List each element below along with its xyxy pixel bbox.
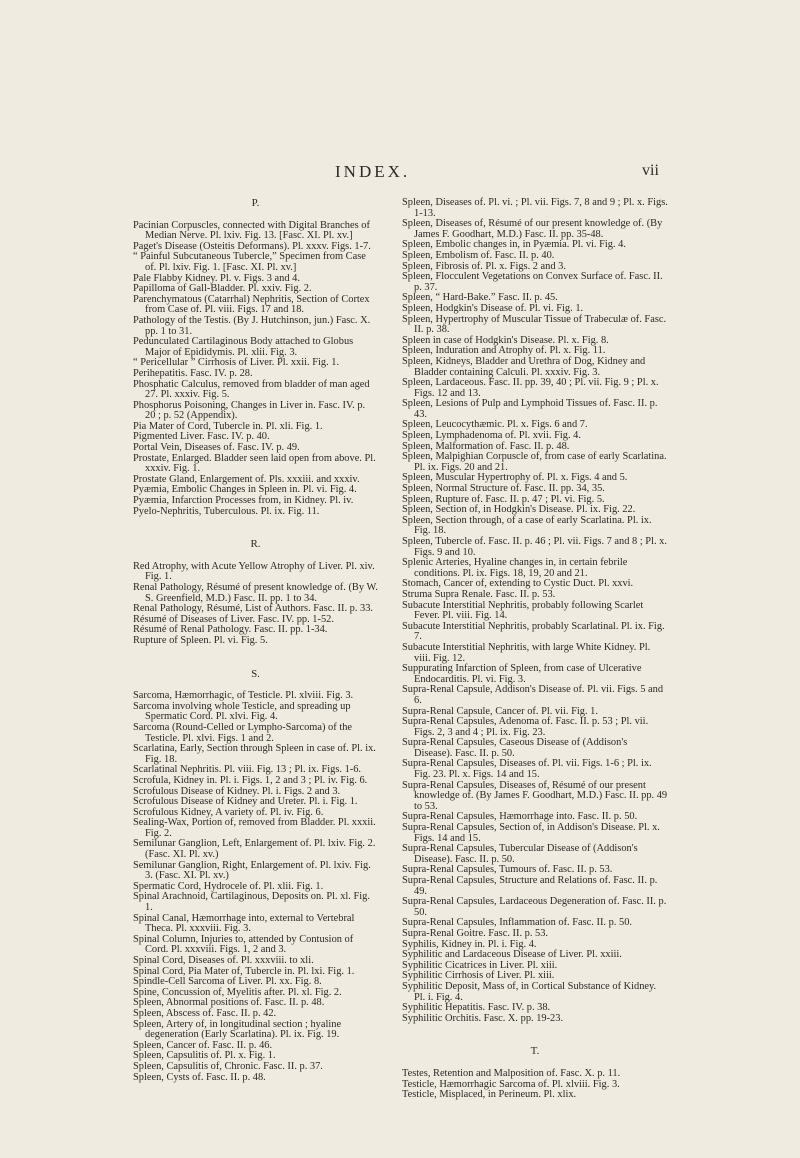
index-entry: Red Atrophy, with Acute Yellow Atrophy of Liver. Pl. xiv. Fig. 1. xyxy=(133,560,375,583)
index-entry: Pigmented Liver. Fasc. IV. p. 40. xyxy=(133,431,270,443)
index-entry: Supra-Renal Capsules, Tubercular Disease of (Addison's Disease). Fasc. II. p. 50. xyxy=(402,843,638,865)
index-entry: Pathology of the Testis. (By J. Hutchinson, jun.) Fasc. X. pp. 1 to 31. xyxy=(133,314,371,337)
index-entry: Syphilitic Deposit, Mass of, in Cortical Substance of Kidney. Pl. i. Fig. 4. xyxy=(402,980,657,1003)
index-entry: Spermatic Cord, Hydrocele of. Pl. xlii. Fig. 1. xyxy=(133,880,324,892)
index-entry: Supra-Renal Capsule, Cancer of. Pl. vii. Fig. 1. xyxy=(402,705,598,717)
index-entry: Spleen, Hodgkin's Disease of. Pl. vi. Fig. 1. xyxy=(402,302,584,314)
index-entry: Spleen, Lesions of Pulp and Lymphoid Tissues of. Fasc. II. p. 43. xyxy=(402,398,658,420)
index-entry: Spleen, Muscular Hypertrophy of. Pl. x. Figs. 4 and 5. xyxy=(402,472,628,484)
index-entry: Scrofulous Disease of Kidney. Pl. i. Figs. 2 and 3. xyxy=(133,785,341,797)
index-entry: Pale Flabby Kidney. Pl. v. Figs. 3 and 4. xyxy=(133,272,300,284)
index-entry: Scrofulous Kidney, A variety of. Pl. iv. Fig. 6. xyxy=(133,806,324,818)
index-entry: Supra-Renal Capsules, Adenoma of. Fasc. II. p. 53 ; Pl. vii. Figs. 2, 3 and 4 ; Pl. ix. Fig. 23. xyxy=(402,716,649,738)
index-entry: Syphilitic Hepatitis. Fasc. IV. p. 38. xyxy=(402,1002,551,1014)
index-entry: Scarlatina, Early, Section through Spleen in case of. Pl. ix. Fig. 18. xyxy=(133,743,376,765)
index-entry: Spinal Cord, Pia Mater of, Tubercle in. Pl. lxi. Fig. 1. xyxy=(133,965,355,977)
index-entry: Scrofulous Disease of Kidney and Ureter. Pl. i. Fig. 1. xyxy=(133,796,358,808)
index-entry: Syphilitic Cirrhosis of Liver. Pl. xiii. xyxy=(402,970,555,982)
index-entry: Spinal Cord, Diseases of. Pl. xxxviii. to xli. xyxy=(133,955,314,966)
index-entry: Supra-Renal Capsules, Section of, in Addison's Disease. Pl. x. Figs. 14 and 15. xyxy=(402,822,660,844)
index-entry: Phosphorus Poisoning, Changes in Liver in. Fasc. IV. p. 20 ; p. 52 (Appendix). xyxy=(133,399,366,422)
index-entry: Spleen, Lardaceous. Fasc. II. pp. 39, 40 ; Pl. vii. Fig. 9 ; Pl. x. Figs. 12 and 13. xyxy=(402,377,659,399)
index-entry: Supra-Renal Capsules, Hæmorrhage into. Fasc. II. p. 50. xyxy=(402,811,638,823)
index-entry: Sarcoma involving whole Testicle, and spreading up Spermatic Cord. Pl. xlvi. Fig. 4. xyxy=(133,700,351,723)
index-entry: Suppurating Infarction of Spleen, from case of Ulcerative Endocarditis. Pl. vi. Fig. 3. xyxy=(402,663,642,685)
index-entry: Spleen, Flocculent Vegetations on Convex Surface of. Fasc. II. p. 37. xyxy=(402,271,663,293)
index-entry: Paget's Disease (Osteitis Deformans). Pl. xxxv. Figs. 1-7. xyxy=(133,240,371,252)
index-entry: Supra-Renal Capsules, Structure and Relations of. Fasc. II. p. 49. xyxy=(402,875,658,897)
index-entry: “ Painful Subcutaneous Tubercle,” Specimen from Case of. Pl. lxiv. Fig. 1. [Fasc. XI. Pl. xv.] xyxy=(133,251,366,273)
index-entry: Semilunar Ganglion, Right, Enlargement of. Pl. lxiv. Fig. 3. (Fasc. XI. Pl. xv.) xyxy=(133,859,371,882)
index-entry: Splenic Arteries, Hyaline changes in, in certain febrile conditions. Pl. ix. Figs. 18, 19, 20 and 21. xyxy=(402,557,628,579)
index-entry: Spleen, Cancer of. Fasc. II. p. 46. xyxy=(133,1039,273,1051)
index-entry: Spleen in case of Hodgkin's Disease. Pl. x. Fig. 8. xyxy=(402,334,609,346)
index-entry: Renal Pathology, Résumé of present knowledge of. (By W. S. Greenfield, M.D.) Fasc. II. pp. 1 to 34. xyxy=(133,582,378,604)
index-entry: Spleen, Capsulitis of, Chronic. Fasc. II. p. 37. xyxy=(133,1060,323,1072)
index-entry: Spleen, Section through, of a case of early Scarlatina. Pl. ix. Fig. 18. xyxy=(402,514,652,537)
index-entry: Syphilitic Orchitis. Fasc. X. pp. 19-23. xyxy=(402,1012,564,1024)
index-entry: Supra-Renal Capsules, Diseases of, Résumé of our present knowledge of. (By James F. Goodhart, M.D.) Fasc. II. pp. 49 to 53. xyxy=(402,779,668,812)
index-entry: Scarlatinal Nephritis. Pl. viii. Fig. 13 ; Pl. ix. Figs. 1-6. xyxy=(133,764,362,776)
index-entry: Pacinian Corpuscles, connected with Digital Branches of Median Nerve. Pl. lxiv. Fig. 13. [Fasc. XI. Pl. xv.] xyxy=(133,219,370,242)
index-entry: Pyæmia, Embolic Changes in Spleen in. Pl. vi. Fig. 4. xyxy=(133,484,357,496)
index-entry: Prostate, Enlarged. Bladder seen laid open from above. Pl. xxxiv. Fig. 1. xyxy=(133,452,376,475)
index-entry: Spleen, Tubercle of. Fasc. II. p. 46 ; Pl. vii. Figs. 7 and 8 ; Pl. x. Figs. 9 and 10. xyxy=(402,536,667,558)
index-entry: Portal Vein, Diseases of. Fasc. IV. p. 49. xyxy=(133,442,300,454)
index-entry: Spleen, Abscess of. Fasc. II. p. 42. xyxy=(133,1007,277,1019)
index-entry: Spleen, Kidneys, Bladder and Urethra of Dog, Kidney and Bladder containing Calculi. Pl. xxxiv. Fig. 3. xyxy=(402,355,646,378)
index-entry: Parenchymatous (Catarrhal) Nephritis, Section of Cortex from Case of. Pl. viii. Figs. 17 and 18. xyxy=(133,293,370,316)
index-entry: Spleen, “ Hard-Bake.” Fasc. II. p. 45. xyxy=(402,292,558,304)
index-entry: Spleen, Fibrosis of. Pl. x. Figs. 2 and 3. xyxy=(402,260,566,272)
left-column xyxy=(133,198,378,1083)
index-entry: Spleen, Artery of, in longitudinal section ; hyaline degeneration (Early Scarlatina). Pl. ix. Fig. 19. xyxy=(133,1018,342,1041)
index-entry: Spleen, Lymphadenoma of. Pl. xvii. Fig. 4. xyxy=(402,430,581,442)
section-letter: R. xyxy=(250,538,261,551)
index-entry: Résumé of Diseases of Liver. Fasc. IV. pp. 1-52. xyxy=(133,613,334,625)
index-entry: Spinal Arachnoid, Cartilaginous, Deposits on. Pl. xl. Fig. 1. xyxy=(133,891,370,914)
index-entry: Semilunar Ganglion, Left, Enlargement of. Pl. lxiv. Fig. 2. (Fasc. XI. Pl. xv.) xyxy=(133,838,376,861)
index-entry: Spine, Concussion of, Myelitis after. Pl. xl. Fig. 2. xyxy=(133,986,342,998)
index-entry: Perihepatitis. Fasc. IV. p. 28. xyxy=(133,367,253,379)
index-entry: Prostate Gland, Enlargement of. Pls. xxxiii. and xxxiv. xyxy=(133,473,360,485)
index-entry: Scrofula, Kidney in. Pl. i. Figs. 1, 2 and 3 ; Pl. iv. Fig. 6. xyxy=(133,774,368,786)
index-entry: Supra-Renal Capsules, Diseases of. Pl. vii. Figs. 1-6 ; Pl. ix. Fig. 23. Pl. x. Figs. 14 and 15. xyxy=(402,758,652,781)
index-entry: Spleen, Normal Structure of. Fasc. II. pp. 34, 35. xyxy=(402,483,605,495)
index-entry: Supra-Renal Capsules, Caseous Disease of (Addison's Disease). Fasc. II. p. 50. xyxy=(402,737,628,759)
index-entry: Testicle, Misplaced, in Perineum. Pl. xlix. xyxy=(402,1089,577,1101)
page-header xyxy=(0,162,800,180)
index-entry: Spleen, Abnormal positions of. Fasc. II. p. 48. xyxy=(133,997,325,1009)
index-entry: Spleen, Malformation of. Fasc. II. p. 48. xyxy=(402,440,570,452)
index-entry: Spleen, Rupture of. Fasc. II. p. 47 ; Pl. vi. Fig. 5. xyxy=(402,493,605,505)
index-entry: Spleen, Malpighian Corpuscle of, from case of early Scarlatina. Pl. ix. Figs. 20 and 21. xyxy=(402,451,667,473)
index-entry: Syphilis, Kidney in. Pl. i. Fig. 4. xyxy=(402,938,537,950)
index-entry: Struma Supra Renale. Fasc. II. p. 53. xyxy=(402,588,556,600)
index-entry: Spleen, Embolic changes in, in Pyæmia. Pl. vi. Fig. 4. xyxy=(402,239,626,251)
index-entry: Supra-Renal Capsules, Inflammation of. Fasc. II. p. 50. xyxy=(402,917,632,929)
index-entry: Spleen, Diseases of. Pl. vi. ; Pl. vii. Figs. 7, 8 and 9 ; Pl. x. Figs. 1-13. xyxy=(402,197,668,219)
index-entry: Sealing-Wax, Portion of, removed from Bladder. Pl. xxxii. Fig. 2. xyxy=(133,817,376,839)
index-entry: Supra-Renal Capsules, Tumours of. Fasc. II. p. 53. xyxy=(402,864,613,876)
index-entry: Syphilitic Cicatrices in Liver. Pl. xiii. xyxy=(402,959,558,971)
index-entry: Spleen, Capsulitis of. Pl. x. Fig. 1. xyxy=(133,1050,276,1062)
index-entry: Pyelo-Nephritis, Tuberculous. Pl. ix. Fig. 11. xyxy=(133,505,320,517)
section-letter: S. xyxy=(251,667,260,680)
index-entry: Supra-Renal Goitre. Fasc. II. p. 53. xyxy=(402,927,549,939)
index-entry: Supra-Renal Capsules, Lardaceous Degeneration of. Fasc. II. p. 50. xyxy=(402,896,667,918)
index-entry: Résumé of Renal Pathology. Fasc. II. pp. 1-34. xyxy=(133,624,328,636)
right-column xyxy=(402,198,668,1101)
index-entry: Sarcoma (Round-Celled or Lympho-Sarcoma) of the Testicle. Pl. xlvi. Figs. 1 and 2. xyxy=(133,721,353,744)
page-title: INDEX. xyxy=(335,162,411,181)
index-entry: Phosphatic Calculus, removed from bladder of man aged 27. Pl. xxxiv. Fig. 5. xyxy=(133,378,370,401)
index-entry: Spindle-Cell Sarcoma of Liver. Pl. xx. Fig. 8. xyxy=(133,976,322,988)
index-entry: Spleen, Cysts of. Fasc. II. p. 48. xyxy=(133,1071,266,1083)
index-entry: Sarcoma, Hæmorrhagic, of Testicle. Pl. xlviii. Fig. 3. xyxy=(133,690,354,702)
index-entry: Renal Pathology, Résumé, List of Authors. Fasc. II. p. 33. xyxy=(133,603,374,615)
index-entry: Supra-Renal Capsule, Addison's Disease of. Pl. vii. Figs. 5 and 6. xyxy=(402,684,664,706)
index-entry: Spleen, Hypertrophy of Muscular Tissue of Trabeculæ of. Fasc. II. p. 38. xyxy=(402,313,667,336)
index-entry: Spleen, Induration and Atrophy of. Pl. x. Fig. 11. xyxy=(402,345,606,357)
index-entry: Pia Mater of Cord, Tubercle in. Pl. xli. Fig. 1. xyxy=(133,420,323,432)
index-entry: Papilloma of Gall-Bladder. Pl. xxiv. Fig. 2. xyxy=(133,283,312,295)
index-entry: “ Pericellular ” Cirrhosis of Liver. Pl. xxii. Fig. 1. xyxy=(133,357,340,369)
page-number: vii xyxy=(642,162,659,179)
index-entry: Pedunculated Cartilaginous Body attached to Globus Major of Epididymis. Pl. xlii. Fig. 3. xyxy=(133,336,354,358)
index-entry: Syphilitic and Lardaceous Disease of Liver. Pl. xxiii. xyxy=(402,949,622,961)
index-entry: Spinal Canal, Hæmorrhage into, external to Vertebral Theca. Pl. xxxviii. Fig. 3. xyxy=(133,912,355,935)
index-entry: Testicle, Hæmorrhagic Sarcoma of. Pl. xlviii. Fig. 3. xyxy=(402,1078,620,1090)
index-entry: Spinal Column, Injuries to, attended by Contusion of Cord. Pl. xxxviii. Figs. 1, 2 and 3. xyxy=(133,933,354,956)
index-entry: Testes, Retention and Malposition of. Fasc. X. p. 11. xyxy=(402,1067,621,1079)
index-entry: Pyæmia, Infarction Processes from, in Kidney. Pl. iv. xyxy=(133,495,354,507)
index-entry: Stomach, Cancer of, extending to Cystic Duct. Pl. xxvi. xyxy=(402,578,634,590)
index-entry: Subacute Interstitial Nephritis, probably Scarlatinal. Pl. ix. Fig. 7. xyxy=(402,620,665,643)
index-entry: Subacute Interstitial Nephritis, probably following Scarlet Fever. Pl. viii. Fig. 14. xyxy=(402,599,644,622)
section-letter: T. xyxy=(530,1045,540,1058)
index-entry: Spleen, Diseases of, Résumé of our present knowledge of. (By James F. Goodhart, M.D.) Fasc. II. pp. 35-48. xyxy=(402,218,663,240)
section-letter: P. xyxy=(251,197,260,209)
index-entry: Spleen, Section of, in Hodgkin's Disease. Pl. ix. Fig. 22. xyxy=(402,504,636,516)
index-entry: Spleen, Leucocythæmic. Pl. x. Figs. 6 and 7. xyxy=(402,419,588,431)
index-entry: Rupture of Spleen. Pl. vi. Fig. 5. xyxy=(133,634,268,646)
index-entry: Spleen, Embolism of. Fasc. II. p. 40. xyxy=(402,249,555,261)
index-entry: Subacute Interstitial Nephritis, with large White Kidney. Pl. viii. Fig. 12. xyxy=(402,641,651,664)
